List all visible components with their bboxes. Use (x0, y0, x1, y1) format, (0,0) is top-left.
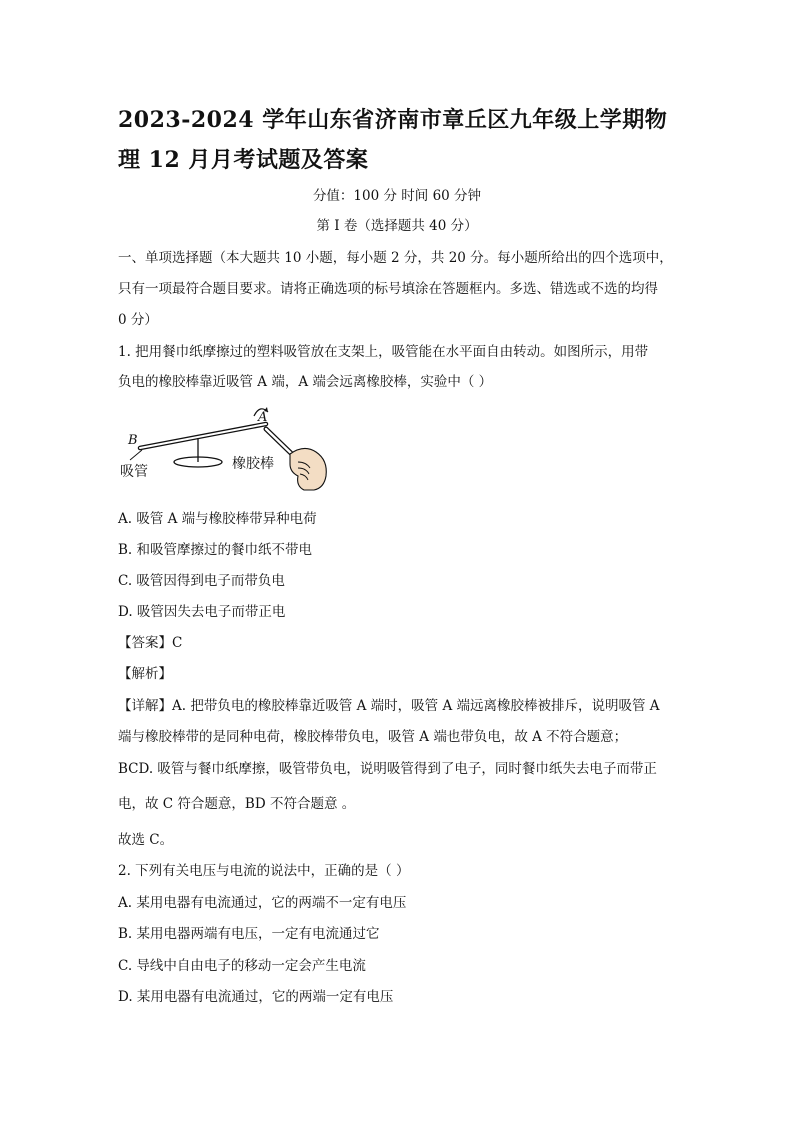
label-b: B (128, 433, 138, 448)
q1-option-b: B. 和吸管摩擦过的餐巾纸不带电 (118, 542, 313, 558)
q1-option-a: A. 吸管 A 端与橡胶棒带异种电荷 (118, 511, 317, 527)
q2-option-d: D. 某用电器有电流通过，它的两端一定有电压 (118, 989, 394, 1005)
instructions-line-3: 0 分） (118, 312, 158, 328)
label-straw: 吸管 (120, 464, 148, 480)
q1-analysis-line-3: BCD. 吸管与餐巾纸摩擦，吸管带负电，说明吸管得到了电子，同时餐巾纸失去电子而带正 (118, 761, 657, 777)
q2-option-a: A. 某用电器有电流通过，它的两端不一定有电压 (118, 895, 407, 911)
straw-pointer (130, 450, 142, 460)
q1-analysis-line-1: 【详解】A. 把带负电的橡胶棒靠近吸管 A 端时，吸管 A 端远离橡胶棒被排斥，说明吸管 A (118, 698, 660, 714)
q2-option-c: C. 导线中自由电子的移动一定会产生电流 (118, 958, 366, 974)
label-rod: 橡胶棒 (232, 456, 274, 472)
instructions-line-1: 一、单项选择题（本大题共 10 小题，每小题 2 分，共 20 分。每小题所给出的四个选项中， (118, 250, 673, 266)
q1-option-c: C. 吸管因得到电子而带负电 (118, 573, 285, 589)
exam-meta: 分值：100 分 时间 60 分钟 (312, 188, 482, 204)
q1-option-d: D. 吸管因失去电子而带正电 (118, 604, 286, 620)
q1-figure-svg (118, 402, 333, 494)
section-heading: 第 I 卷（选择题共 40 分） (316, 218, 478, 234)
instructions-line-2: 只有一项最符合题目要求。请将正确选项的标号填涂在答题框内。多选、错选或不选的均得 (118, 281, 658, 297)
q1-answer: 【答案】C (118, 635, 183, 651)
q2-stem: 2. 下列有关电压与电流的说法中，正确的是（ ） (118, 863, 410, 879)
q1-analysis-line-5: 故选 C。 (118, 832, 174, 848)
q1-analysis-line-4: 电，故 C 符合题意，BD 不符合题意 。 (118, 796, 356, 812)
label-a: A (258, 410, 268, 425)
q1-stem-line-1: 1. 把用餐巾纸摩擦过的塑料吸管放在支架上，吸管能在水平面自由转动。如图所示，用带 (118, 344, 649, 360)
q1-analysis-title: 【解析】 (118, 666, 172, 682)
q1-figure-straw-and-rod (118, 402, 333, 494)
q1-stem-line-2: 负电的橡胶棒靠近吸管 A 端，A 端会远离橡胶棒，实验中（ ） (118, 374, 493, 390)
q1-analysis-line-2: 端与橡胶棒带的是同种电荷，橡胶棒带负电，吸管 A 端也带负电，故 A 不符合题意； (118, 729, 628, 745)
straw-inner (140, 424, 266, 448)
document-title: 2023-2024 学年山东省济南市章丘区九年级上学期物理 12 月月考试题及答案 (118, 107, 668, 173)
q2-option-b: B. 某用电器两端有电压，一定有电流通过它 (118, 926, 380, 942)
hand-shape (290, 448, 326, 490)
